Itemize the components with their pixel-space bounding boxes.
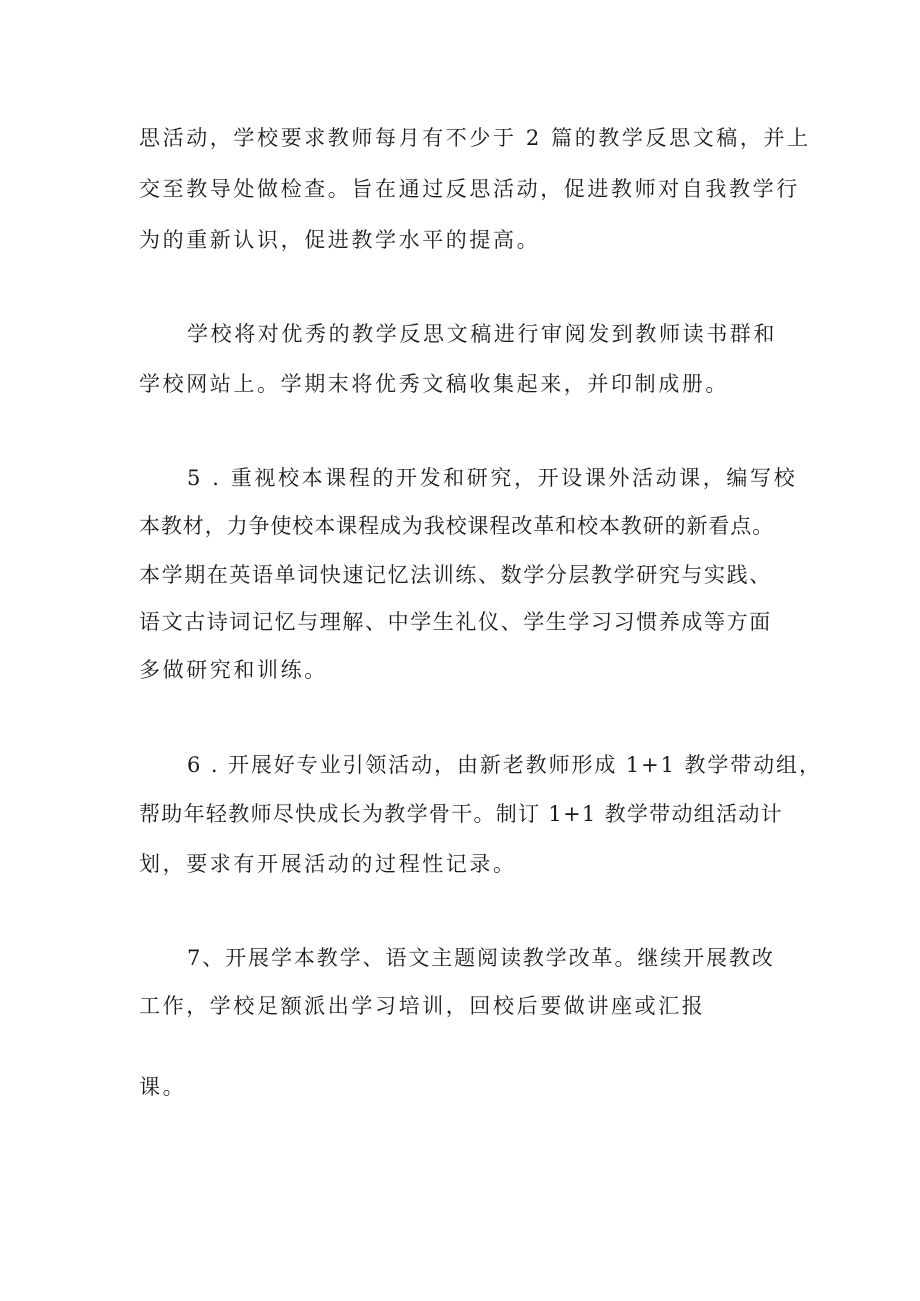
text-line: 划，要求有开展活动的过程性记录。 <box>139 852 517 876</box>
text-line: 学校将对优秀的教学反思文稿进行审阅发到教师读书群和 <box>187 322 777 346</box>
text-line: 多做研究和训练。 <box>139 658 328 682</box>
text-line: 本学期在英语单词快速记忆法训练、数学分层教学研究与实践、 <box>139 563 772 587</box>
text-line: 学校网站上。学期末将优秀文稿收集起来，并印制成册。 <box>139 372 729 396</box>
text-line: 课。 <box>139 1075 187 1099</box>
text-line: 7、开展学本教学、语文主题阅读教学改革。继续开展教改 <box>187 946 775 970</box>
text-line: 交至教导处做检查。旨在通过反思活动，促进教师对自我教学行 <box>139 177 800 201</box>
text-line: 本教材，力争使校本课程成为我校课程改革和校本教研的新看点。 <box>139 514 775 538</box>
text-line: 工作，学校足额派出学习培训，回校后要做讲座或汇报 <box>139 994 706 1018</box>
text-line: 6 . 开展好专业引领活动，由新老教师形成 1+1 教学带动组， <box>187 753 822 777</box>
text-line: 思活动，学校要求教师每月有不少于 2 篇的教学反思文稿，并上 <box>139 126 811 150</box>
text-line: 为的重新认识，促进教学水平的提高。 <box>139 228 541 252</box>
text-line: 帮助年轻教师尽快成长为教学骨干。制订 1+1 教学带动组活动计 <box>139 802 783 826</box>
text-line: 5 . 重视校本课程的开发和研究，开设课外活动课，编写校 <box>187 466 798 490</box>
text-line: 语文古诗词记忆与理解、中学生礼仪、学生学习习惯养成等方面 <box>139 610 772 634</box>
